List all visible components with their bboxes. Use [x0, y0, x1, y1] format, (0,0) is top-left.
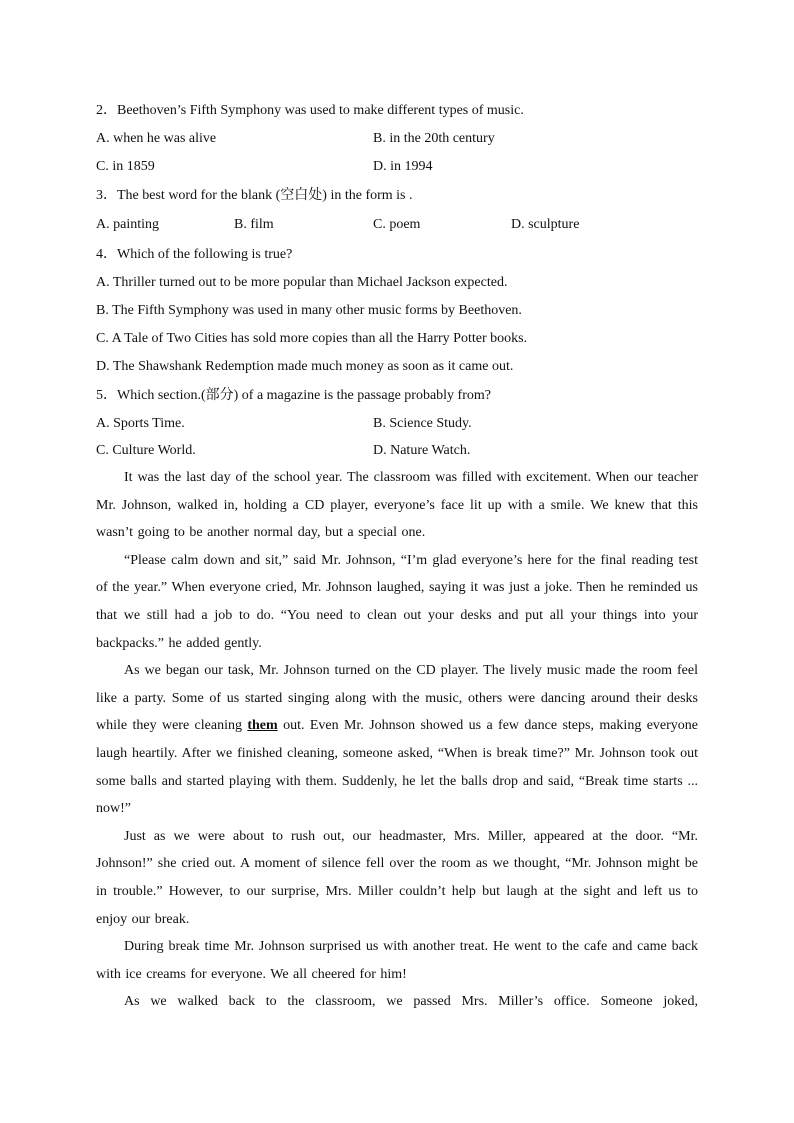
question-4-stem: 4．Which of the following is true?: [96, 247, 293, 262]
question-5-option-c: C. Culture World.: [96, 443, 196, 458]
question-4-option-c: C. A Tale of Two Cities has sold more copies than all the Harry Potter books.: [96, 331, 528, 346]
question-2-option-d: D. in 1994: [373, 159, 433, 174]
question-2-option-c: C. in 1859: [96, 159, 155, 174]
question-4-option-d: D. The Shawshank Redemption made much money as soon as it came out.: [96, 359, 514, 374]
question-3-option-d: D. sculpture: [511, 217, 580, 232]
question-5-option-d: D. Nature Watch.: [373, 443, 471, 458]
question-4-option-a: A. Thriller turned out to be more popular than Michael Jackson expected.: [96, 275, 508, 290]
document-content: [96, 96, 698, 1016]
question-3-option-b: B. film: [234, 217, 274, 232]
question-5-option-a: A. Sports Time.: [96, 416, 185, 431]
question-3-options-row: [96, 210, 698, 240]
question-2-options-row-2: [96, 153, 698, 181]
passage-paragraph-4: Just as we were about to rush out, our headmaster, Mrs. Miller, appeared at the door. “Mr. Johnson!” she cried out. A moment of silence fell over the room as we thought, “Mr. Johnson might be in trouble.” However, to our surprise, Mrs. Miller couldn’t help but laugh at the sight and left us to enjoy our break.: [96, 828, 698, 927]
passage-paragraph-1: It was the last day of the school year. The classroom was filled with excitement. When our teacher Mr. Johnson, walked in, holding a CD player, everyone’s face lit up with a smile. We knew that this wasn’t going to be another normal day, but a special one.: [96, 470, 698, 541]
passage-paragraph-3: [96, 657, 698, 823]
question-2-stem: 2．Beethoven’s Fifth Symphony was used to make different types of music.: [96, 103, 524, 118]
question-5-option-b: B. Science Study.: [373, 416, 472, 431]
question-5-stem: 5．Which section.(部分) of a magazine is the passage probably from?: [96, 388, 491, 403]
question-2-option-a: A. when he was alive: [96, 131, 217, 146]
question-3-stem: 3．The best word for the blank (空白处) in the form is .: [96, 188, 413, 203]
passage-paragraph-6: As we walked back to the classroom, we passed Mrs. Miller’s office. Someone joked,: [124, 994, 698, 1010]
question-2-options-row-1: [96, 125, 698, 153]
passage-paragraph-3-part-1: As we began our task, Mr. Johnson turned on the CD player. The lively music made the room feel like a party. Some of us started singing along with the music, others were dancing around their desks while they were cleaning: [96, 663, 698, 734]
passage-paragraph-5: During break time Mr. Johnson surprised us with another treat. He went to the cafe and came back with ice creams for everyone. We all cheered for him!: [96, 939, 698, 982]
reading-passage: [96, 464, 698, 1016]
passage-paragraph-3-part-2: out. Even Mr. Johnson showed us a few dance steps, making everyone laugh heartily. After we finished cleaning, someone asked, “When is break time?” Mr. Johnson took out some balls and started playing with them. Suddenly, he let the balls drop and said, “Break time starts ... now!”: [96, 718, 699, 817]
passage-paragraph-2: “Please calm down and sit,” said Mr. Johnson, “I’m glad everyone’s here for the final reading test of the year.” When everyone cried, Mr. Johnson laughed, saying it was just a joke. Then he reminded us that we still had a job to do. “You need to clean out your desks and put all your things into your backpacks.” he added gently.: [96, 552, 698, 651]
question-2-option-b: B. in the 20th century: [373, 131, 495, 146]
question-5-options-row-1: [96, 410, 698, 437]
underlined-word-them: them: [247, 718, 278, 734]
question-3-option-a: A. painting: [96, 217, 159, 232]
question-4-option-b: B. The Fifth Symphony was used in many other music forms by Beethoven.: [96, 303, 522, 318]
question-3-option-c: C. poem: [373, 217, 421, 232]
question-5-options-row-2: [96, 437, 698, 464]
